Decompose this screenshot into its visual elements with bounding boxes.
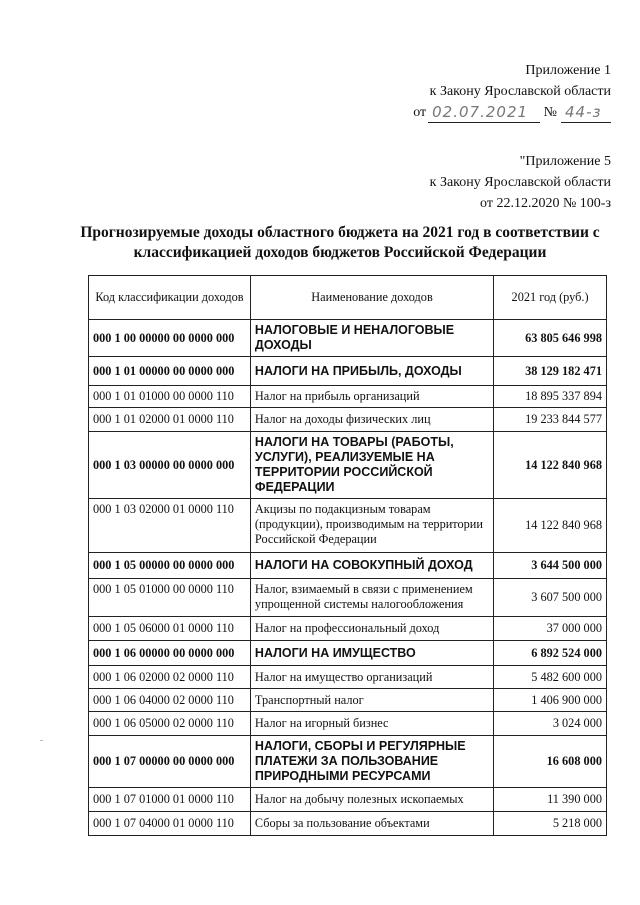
header-amount: 2021 год (руб.) (494, 276, 607, 320)
row-code: 000 1 06 04000 02 0000 110 (89, 689, 251, 712)
table-row (89, 499, 607, 553)
row-amount: 3 644 500 000 (494, 553, 607, 579)
row-amount: 16 608 000 (494, 736, 607, 788)
document-title (60, 223, 620, 263)
row-name: Налог на прибыль организаций (250, 386, 493, 408)
table-row (89, 666, 607, 689)
row-code: 000 1 07 01000 01 0000 110 (89, 788, 251, 812)
table-row (89, 617, 607, 641)
margin-mark (40, 740, 43, 741)
row-amount: 14 122 840 968 (494, 499, 607, 553)
row-amount: 11 390 000 (494, 788, 607, 812)
table-row (89, 736, 607, 788)
row-amount: 19 233 844 577 (494, 408, 607, 432)
row-name: Налог на доходы физических лиц (250, 408, 493, 432)
row-code: 000 1 00 00000 00 0000 000 (89, 320, 251, 357)
row-amount: 5 218 000 (494, 812, 607, 836)
row-amount: 37 000 000 (494, 617, 607, 641)
row-code: 000 1 03 02000 01 0000 110 (89, 499, 251, 553)
row-amount: 18 895 337 894 (494, 386, 607, 408)
row-name: Транспортный налог (250, 689, 493, 712)
row-name: НАЛОГИ НА ПРИБЫЛЬ, ДОХОДЫ (250, 357, 493, 386)
handwritten-date: 02.07.2021 (432, 103, 529, 121)
row-code: 000 1 07 04000 01 0000 110 (89, 812, 251, 836)
row-name: Налог на добычу полезных ископаемых (250, 788, 493, 812)
title-line-2: классификацией доходов бюджетов Российской Федерации (133, 244, 547, 261)
reference-appendix-date: от 22.12.2020 № 100-з (480, 196, 611, 211)
table-row (89, 386, 607, 408)
row-code: 000 1 05 06000 01 0000 110 (89, 617, 251, 641)
appendix-header (413, 60, 611, 123)
table-row (89, 712, 607, 736)
row-name: Налог на имущество организаций (250, 666, 493, 689)
revenue-table (88, 275, 607, 836)
row-code: 000 1 01 01000 00 0000 110 (89, 386, 251, 408)
row-name: НАЛОГИ НА СОВОКУПНЫЙ ДОХОД (250, 553, 493, 579)
row-amount: 6 892 524 000 (494, 641, 607, 666)
table-row (89, 432, 607, 499)
date-prefix: от (413, 105, 427, 120)
row-code: 000 1 05 01000 00 0000 110 (89, 579, 251, 617)
row-name: НАЛОГИ НА ТОВАРЫ (РАБОТЫ, УСЛУГИ), РЕАЛИЗУЕМЫЕ НА ТЕРРИТОРИИ РОССИЙСКОЙ ФЕДЕРАЦИИ (250, 432, 493, 499)
row-amount: 1 406 900 000 (494, 689, 607, 712)
table-row (89, 788, 607, 812)
row-name: Налог на игорный бизнес (250, 712, 493, 736)
reference-appendix-title: "Приложение 5 (519, 154, 611, 169)
title-line-1: Прогнозируемые доходы областного бюджета на 2021 год в соответствии с (80, 224, 600, 241)
appendix-title: Приложение 1 (525, 63, 611, 78)
table-row (89, 689, 607, 712)
row-code: 000 1 07 00000 00 0000 000 (89, 736, 251, 788)
table-header-row (89, 276, 607, 320)
number-prefix: № (543, 105, 557, 120)
table-row (89, 579, 607, 617)
handwritten-number: 44-з (565, 103, 602, 121)
row-code: 000 1 01 00000 00 0000 000 (89, 357, 251, 386)
table-body (89, 320, 607, 836)
table-row (89, 320, 607, 357)
row-amount: 63 805 646 998 (494, 320, 607, 357)
row-amount: 3 024 000 (494, 712, 607, 736)
row-amount: 3 607 500 000 (494, 579, 607, 617)
appendix-date-line (413, 102, 611, 123)
reference-appendix-header (430, 151, 611, 214)
row-amount: 14 122 840 968 (494, 432, 607, 499)
row-code: 000 1 06 00000 00 0000 000 (89, 641, 251, 666)
row-code: 000 1 06 05000 02 0000 110 (89, 712, 251, 736)
row-name: НАЛОГОВЫЕ И НЕНАЛОГОВЫЕ ДОХОДЫ (250, 320, 493, 357)
row-name: НАЛОГИ НА ИМУЩЕСТВО (250, 641, 493, 666)
row-name: Акцизы по подакцизным товарам (продукции), производимым на территории Российской Федерации (250, 499, 493, 553)
reference-appendix-law: к Закону Ярославской области (429, 175, 611, 190)
appendix-law: к Закону Ярославской области (429, 84, 611, 99)
row-code: 000 1 03 00000 00 0000 000 (89, 432, 251, 499)
row-name: Налог на профессиональный доход (250, 617, 493, 641)
row-name: Налог, взимаемый в связи с применением упрощенной системы налогообложения (250, 579, 493, 617)
row-amount: 5 482 600 000 (494, 666, 607, 689)
header-name: Наименование доходов (250, 276, 493, 320)
table-row (89, 812, 607, 836)
row-code: 000 1 01 02000 01 0000 110 (89, 408, 251, 432)
row-name: НАЛОГИ, СБОРЫ И РЕГУЛЯРНЫЕ ПЛАТЕЖИ ЗА ПОЛЬЗОВАНИЕ ПРИРОДНЫМИ РЕСУРСАМИ (250, 736, 493, 788)
table-row (89, 357, 607, 386)
table-row (89, 553, 607, 579)
date-underline (428, 104, 540, 123)
table-row (89, 408, 607, 432)
row-amount: 38 129 182 471 (494, 357, 607, 386)
row-name: Сборы за пользование объектами (250, 812, 493, 836)
row-code: 000 1 06 02000 02 0000 110 (89, 666, 251, 689)
header-code: Код классификации доходов (89, 276, 251, 320)
number-underline (561, 104, 611, 123)
table-row (89, 641, 607, 666)
row-code: 000 1 05 00000 00 0000 000 (89, 553, 251, 579)
